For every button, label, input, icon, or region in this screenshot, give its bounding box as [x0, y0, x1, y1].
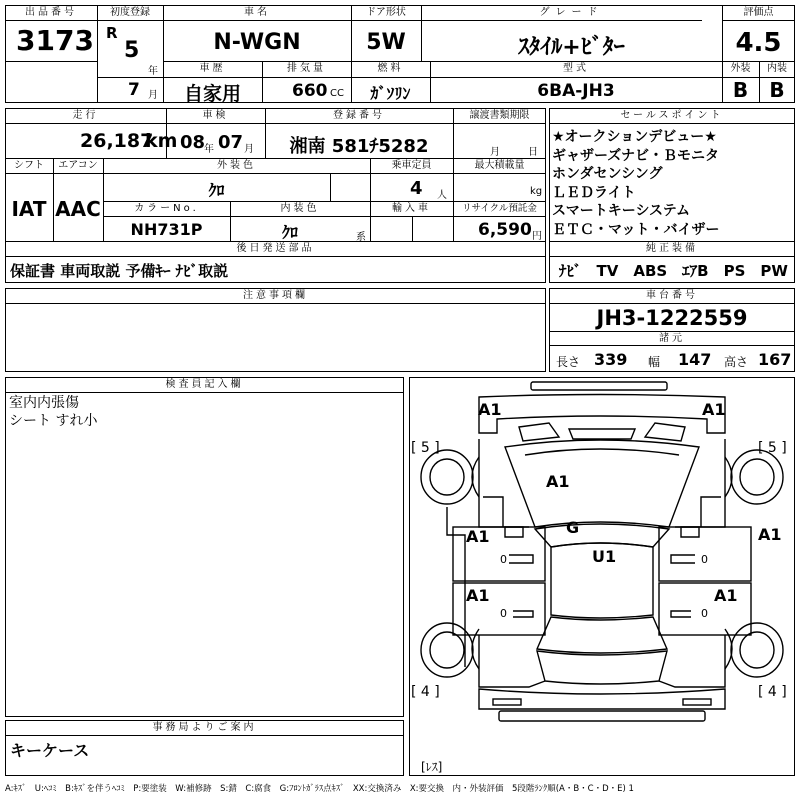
- inspector-note: 室内内張傷: [9, 395, 79, 411]
- model: 6BA-JH3: [537, 81, 615, 101]
- mark-front-bumper-left: A1: [478, 400, 502, 419]
- lot-label: 出品番号: [25, 7, 77, 18]
- displacement-label: 排気量: [287, 63, 326, 74]
- office-label: 事務局よりご案内: [152, 722, 257, 733]
- inspector-note: シート すれ小: [9, 413, 98, 429]
- spare-tire: [ﾚｽ]: [421, 760, 443, 774]
- first-reg-label: 初度登録: [110, 7, 150, 18]
- sales-point: ギャザーズナビ・Ｂモニタ: [552, 147, 720, 164]
- mileage-unit: km: [145, 130, 178, 152]
- mark-right-front-door: A1: [758, 525, 782, 544]
- inspection-month: 07: [218, 132, 244, 153]
- mark-right-zero: 0: [701, 553, 708, 566]
- sales-point: ＬＥＤライト: [552, 184, 636, 201]
- dims-label: 諸元: [659, 333, 685, 344]
- max-load-unit: kg: [530, 186, 543, 197]
- office-note: キーケース: [10, 741, 90, 760]
- length: 339: [594, 350, 628, 369]
- exterior-grade: B: [732, 78, 749, 102]
- recycle-fee: 6,590: [478, 220, 532, 240]
- era: R: [106, 24, 118, 42]
- inspection-year-unit: 年: [204, 144, 214, 155]
- equipment: ﾅﾋﾞ TV ABS ｴｱB PS PW: [559, 262, 788, 280]
- plate-label: 登録番号: [333, 110, 385, 121]
- displacement: 660: [292, 81, 328, 101]
- shift-label: シフト: [14, 160, 44, 171]
- later-parts: 保証書 車両取説 予備ｷｰ ﾅﾋﾞ取説: [10, 262, 229, 280]
- mark-right-rear-door: A1: [714, 586, 738, 605]
- interior-label: 内装: [767, 63, 787, 74]
- plate-number: 湘南 581ﾁ5282: [289, 136, 429, 157]
- recycle-unit: 円: [532, 231, 542, 242]
- displacement-unit: CC: [330, 88, 344, 99]
- inspection-label: 車検: [202, 110, 229, 121]
- shift: IAT: [11, 197, 47, 221]
- color-number: NH731P: [130, 220, 203, 239]
- chassis-number: JH3-1222559: [596, 306, 748, 330]
- car-name-label: 車名: [244, 7, 270, 18]
- mark-windshield: G: [566, 518, 580, 537]
- recycle-label: リサイクル預託金: [462, 203, 537, 214]
- mileage: 26,187: [80, 130, 154, 152]
- sales-point: ホンダセンシング: [552, 166, 663, 182]
- capacity-label: 乗車定員: [391, 160, 432, 171]
- length-label: 長さ: [556, 355, 581, 369]
- model-label: 型式: [563, 63, 589, 74]
- lot-number: 3173: [16, 24, 94, 57]
- height: 167: [758, 350, 792, 369]
- mark-roof: U1: [592, 547, 617, 566]
- mark-left-front-door: A1: [466, 527, 490, 546]
- height-label: 高さ: [724, 355, 749, 369]
- max-load-label: 最大積載量: [474, 160, 525, 171]
- month-unit: 月: [148, 90, 158, 101]
- capacity: 4: [410, 178, 423, 199]
- tire-rear-right: [ 4 ]: [758, 684, 787, 700]
- mark-left-zero: 0: [500, 553, 507, 566]
- reg-year: 5: [124, 38, 140, 63]
- air-conditioner: AAC: [55, 197, 101, 221]
- notes-label: 注意事項欄: [243, 290, 308, 301]
- chassis-label: 車台番号: [646, 290, 698, 301]
- grade-label: グレード: [539, 7, 604, 18]
- exterior-label: 外装: [730, 63, 751, 74]
- car-name: N-WGN: [213, 30, 301, 55]
- transfer-label: 譲渡書類期限: [469, 110, 530, 121]
- history: 自家用: [183, 83, 241, 105]
- mark-front-bumper-right: A1: [702, 400, 726, 419]
- transfer-month-unit: 月: [490, 147, 500, 158]
- capacity-unit: 人: [437, 190, 447, 201]
- door-type: 5W: [366, 30, 406, 55]
- later-parts-label: 後日発送部品: [236, 243, 315, 254]
- history-label: 車歴: [199, 63, 226, 74]
- width-label: 幅: [648, 355, 661, 369]
- sales-points-list: [552, 128, 719, 239]
- transfer-day-unit: 日: [528, 147, 538, 158]
- interior-grade: B: [769, 78, 785, 102]
- import-label: 輸入車: [392, 203, 431, 214]
- equipment-label: 純正装備: [646, 243, 698, 254]
- int-color-label: 内装色: [280, 203, 320, 214]
- tire-front-right: [ 5 ]: [758, 440, 787, 456]
- fuel-label: 燃料: [377, 63, 404, 74]
- inspector-notes: [9, 394, 97, 430]
- int-color-unit: 系: [356, 232, 366, 243]
- tire-front-left: [ 5 ]: [411, 440, 440, 456]
- mark-right-zero: 0: [701, 607, 708, 620]
- mark-hood: A1: [546, 472, 570, 491]
- mark-left-zero: 0: [500, 607, 507, 620]
- width: 147: [678, 350, 712, 369]
- reg-month: 7: [128, 80, 140, 100]
- inspection-year: 08: [180, 132, 206, 153]
- mark-left-rear-door: A1: [466, 586, 490, 605]
- sales-points-label: セールスポイント: [620, 110, 724, 121]
- int-color: ｸﾛ: [281, 223, 298, 242]
- color-no-label: カラーNo.: [134, 203, 199, 214]
- sales-point: ＥＴＣ・マット・バイザー: [552, 221, 720, 238]
- tire-rear-left: [ 4 ]: [411, 684, 440, 700]
- score-label: 評価点: [743, 7, 774, 18]
- mileage-label: 走行: [72, 110, 99, 121]
- ext-color-label: 外装色: [217, 160, 256, 171]
- door-label: ドア形状: [366, 7, 406, 18]
- score: 4.5: [735, 28, 782, 58]
- ext-color: ｸﾛ: [208, 181, 225, 200]
- legend: A:ｷｽﾞ U:ﾍｺﾐ B:ｷｽﾞを伴うﾍｺﾐ P:要塗装 W:補修跡 S:錆 C:腐食 G:ﾌﾛﾝﾄｶﾞﾗｽ点ｷｽﾞ XX:交換済み X:要交換 内・外装評価 5段階ﾗﾝｸ順(A・B・C・D・E) 1: [5, 784, 634, 794]
- car-outline-diagram: [409, 377, 795, 776]
- ac-label: エアコン: [58, 160, 98, 171]
- sales-point: ★オークションデビュー★: [552, 129, 717, 145]
- fuel: ｶﾞｿﾘﾝ: [370, 84, 411, 103]
- sales-point: スマートキーシステム: [552, 203, 691, 219]
- grade: ｽﾀｲﾙ+ﾋﾞﾀｰ: [518, 35, 625, 60]
- inspector-label: 検査員記入欄: [165, 379, 244, 390]
- year-unit: 年: [148, 66, 158, 77]
- inspection-month-unit: 月: [244, 144, 254, 155]
